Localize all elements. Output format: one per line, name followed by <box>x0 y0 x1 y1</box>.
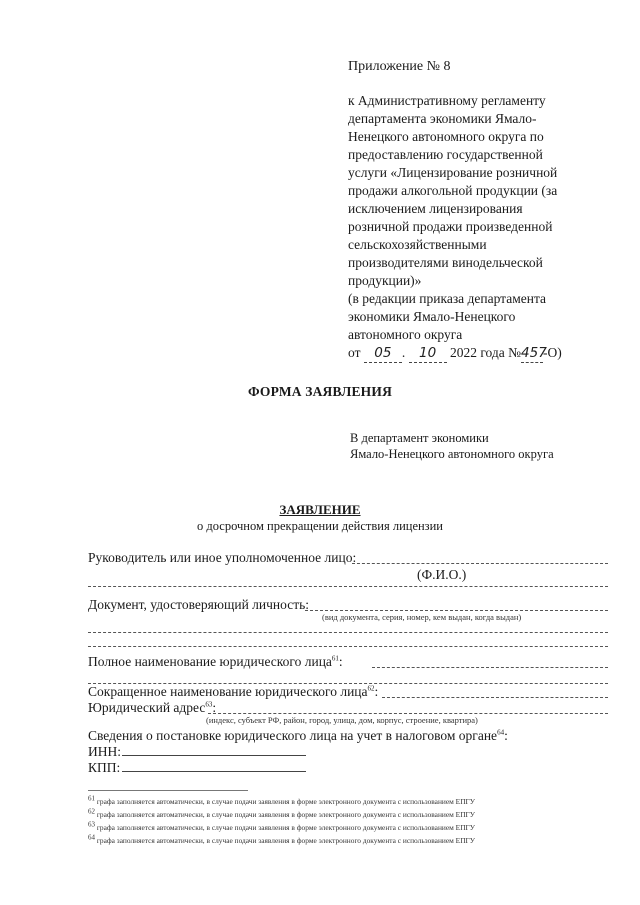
footnote-separator <box>88 790 248 791</box>
appendix-lines <box>348 92 608 344</box>
date-day: 05 <box>364 344 402 363</box>
appendix-line: предоставлению государственной <box>348 147 543 162</box>
document-label: Документ, удостоверяющий личность: <box>88 597 310 612</box>
inn-field[interactable] <box>122 755 306 756</box>
footnote-ref-64: 64 <box>497 728 505 737</box>
appendix-line: услуги «Лицензирование розничной <box>348 165 558 180</box>
appendix-line: экономики Ямало-Ненецкого <box>348 309 516 324</box>
appendix-line: розничной продажи произведенной <box>348 219 553 234</box>
head-hint: (Ф.И.О.) <box>417 567 467 582</box>
address-field[interactable] <box>208 713 608 714</box>
order-date-line: от 05 . 10 2022 года №457-О) <box>348 345 562 361</box>
full-name-label: Полное наименование юридического лица$^{61}$: <box>88 654 343 669</box>
document-field-line-2[interactable] <box>88 632 608 633</box>
date-month: 10 <box>409 344 447 363</box>
footnote-ref-61: 61 <box>331 654 339 663</box>
address-label: Юридический адрес$^{63}$: <box>88 700 217 715</box>
footnote-61: $^{61}$ графа заполняется автоматически, в случае подачи заявления в форме электронного документа с использованием ЕПГУ <box>88 794 476 806</box>
appendix-block <box>348 58 608 363</box>
head-field[interactable] <box>352 563 608 564</box>
kpp-field[interactable] <box>122 771 306 772</box>
appendix-line: продажи алкогольной продукции (за <box>348 183 558 198</box>
order-number: 457 <box>521 345 547 361</box>
short-name-field[interactable] <box>382 697 608 698</box>
appendix-line: к Административному регламенту <box>348 93 546 108</box>
appendix-line: (в редакции приказа департамента <box>348 291 547 306</box>
footnote-63: $^{63}$ графа заполняется автоматически, в случае подачи заявления в форме электронного документа с использованием ЕПГУ <box>88 820 476 832</box>
appendix-line: сельскохозяйственными <box>348 237 487 252</box>
inn-label: ИНН: <box>88 744 121 759</box>
date-prefix: от <box>348 345 361 360</box>
address-hint: (индекс, субъект РФ, район, город, улица, дом, корпус, строение, квартира) <box>206 715 478 725</box>
head-label: Руководитель или иное уполномоченное лицо: <box>88 550 357 565</box>
addressee-line-1: В департамент экономики <box>350 431 489 445</box>
appendix-line: производителями винодельческой <box>348 255 543 270</box>
kpp-label: КПП: <box>88 760 121 775</box>
full-name-field[interactable] <box>372 667 608 668</box>
date-year: 2022 года № <box>449 345 522 360</box>
document-hint: (вид документа, серия, номер, кем выдан, когда выдан) <box>322 612 522 622</box>
appendix-title: Приложение № 8 <box>348 59 451 74</box>
appendix-line: исключением лицензирования <box>348 201 523 216</box>
appendix-line: автономного округа <box>348 327 463 342</box>
appendix-line: департамента экономики Ямало- <box>348 111 537 126</box>
appendix-line: Ненецкого автономного округа по <box>348 129 544 144</box>
footnote-62: $^{62}$ графа заполняется автоматически, в случае подачи заявления в форме электронного документа с использованием ЕПГУ <box>88 807 476 819</box>
document-field-line-3[interactable] <box>88 646 608 647</box>
head-field-extra[interactable] <box>88 586 608 587</box>
document-field[interactable] <box>305 610 608 611</box>
footnote-ref-63: 63 <box>205 700 213 709</box>
appendix-line: продукции)» <box>348 273 422 288</box>
addressee-line-2: Ямало-Ненецкого автономного округа <box>350 447 554 461</box>
form-title: ФОРМА ЗАЯВЛЕНИЯ <box>247 384 393 399</box>
tax-label: Сведения о постановке юридического лица на учет в налоговом органе$^{64}$: <box>88 728 508 743</box>
statement-subtitle: о досрочном прекращении действия лицензии <box>196 519 443 533</box>
footnotes <box>88 794 476 845</box>
statement-title: ЗАЯВЛЕНИЕ <box>279 502 361 517</box>
footnote-64: $^{64}$ графа заполняется автоматически, в случае подачи заявления в форме электронного документа с использованием ЕПГУ <box>88 833 476 845</box>
footnote-ref-62: 62 <box>367 684 375 693</box>
addressee <box>350 430 554 462</box>
order-number-suffix: -О) <box>543 345 562 360</box>
short-name-label: Сокращенное наименование юридического лица$^{62}$: <box>88 684 379 699</box>
